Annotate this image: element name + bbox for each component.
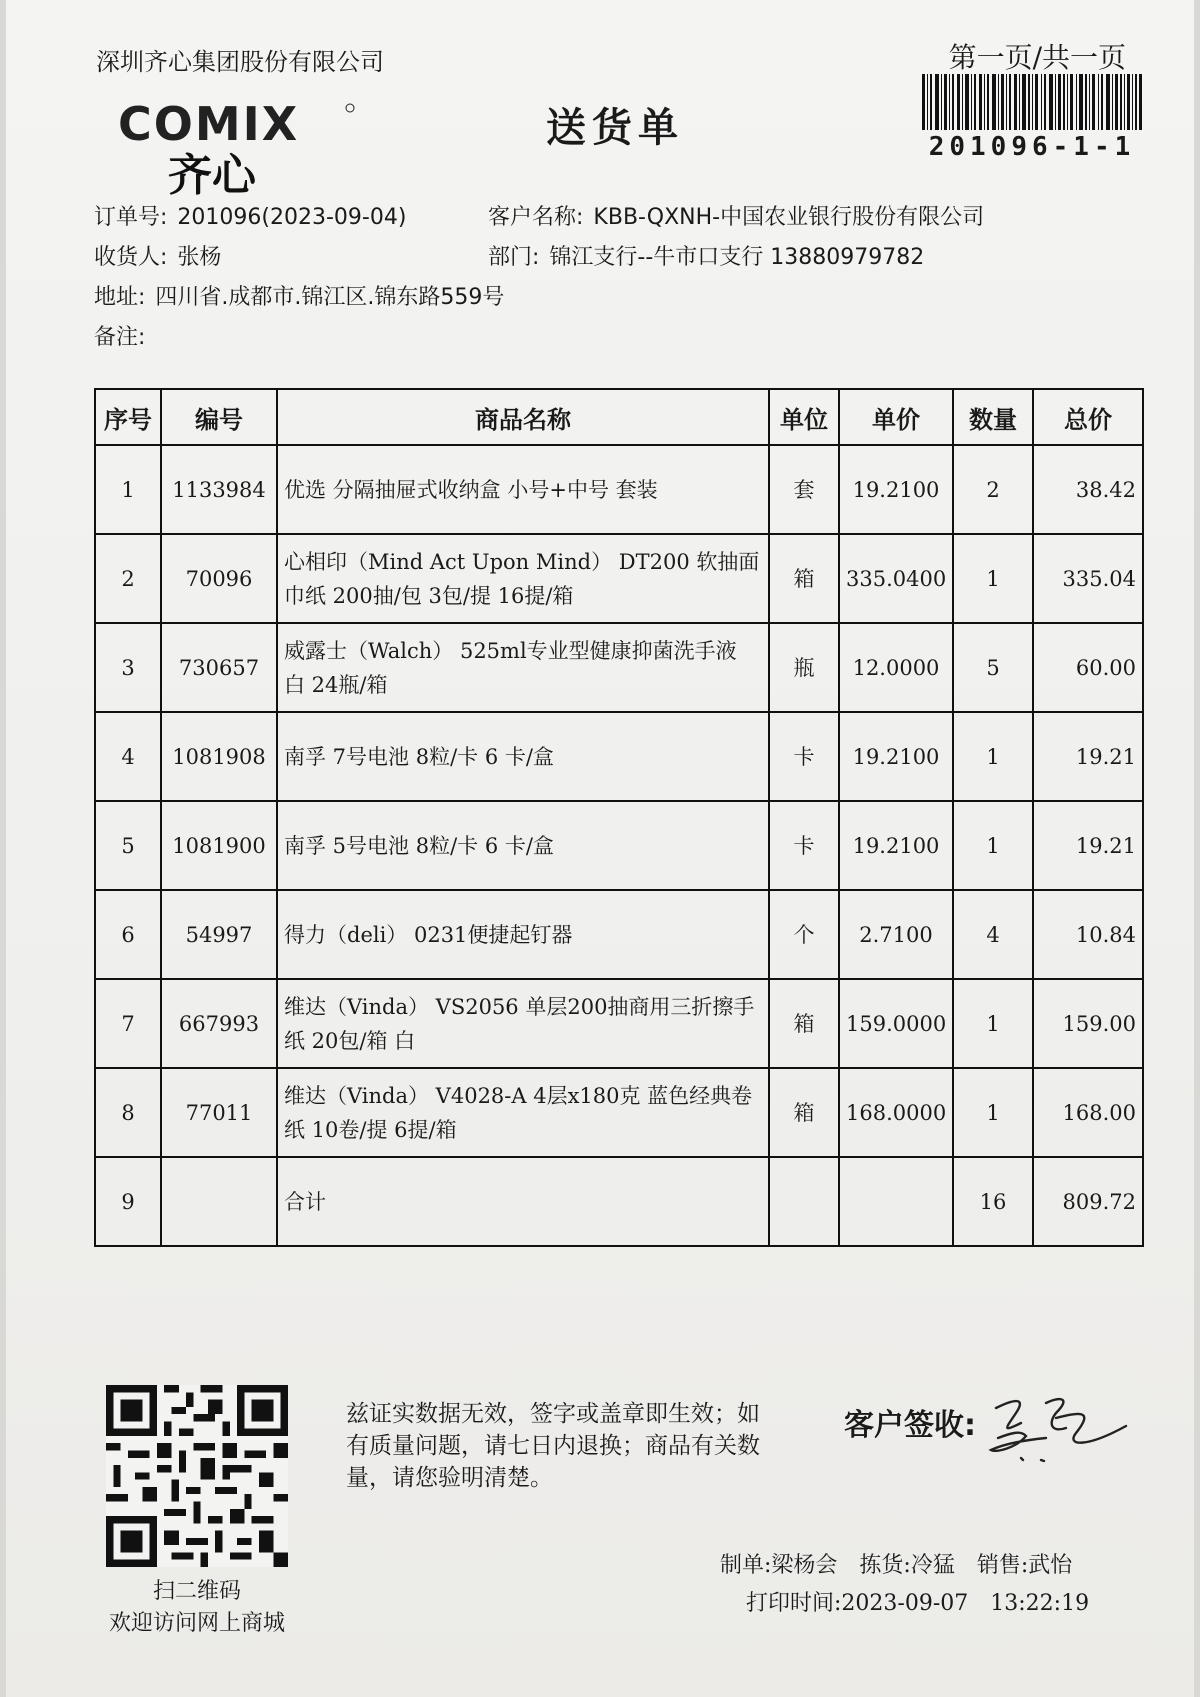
- cell-unit: 个: [769, 890, 839, 979]
- maker-name: 制单:梁杨会: [720, 1553, 838, 1578]
- cell-index: 9: [95, 1157, 161, 1246]
- comix-logo: [118, 98, 358, 198]
- cell-product: 维达（Vinda） V4028-A 4层x180克 蓝色经典卷纸 10卷/提 6提/箱: [277, 1068, 769, 1157]
- order-number-field: [94, 200, 406, 231]
- cell-total: 60.00: [1033, 623, 1143, 712]
- logo-chinese: 齐心: [168, 150, 256, 198]
- cell-index: 1: [95, 445, 161, 534]
- cell-price: 168.0000: [839, 1068, 953, 1157]
- qr-caption-line-1: 扫二维码: [152, 1579, 241, 1604]
- column-header-index: 序号: [95, 389, 161, 445]
- order-number-value: 201096(2023-09-04): [177, 205, 407, 230]
- customer-value: KBB-QXNH-中国农业银行股份有限公司: [593, 205, 985, 230]
- address-field: [94, 280, 504, 311]
- cell-index: 2: [95, 534, 161, 623]
- cell-code: 730657: [161, 623, 277, 712]
- column-header-price: 单价: [839, 389, 953, 445]
- cell-code: 1081908: [161, 712, 277, 801]
- column-header-total: 总价: [1033, 389, 1143, 445]
- cell-unit: [769, 1157, 839, 1246]
- cell-index: 3: [95, 623, 161, 712]
- table-row: [95, 801, 1143, 890]
- cell-code: [161, 1157, 277, 1246]
- sales-name: 销售:武怡: [976, 1553, 1073, 1578]
- column-header-unit: 单位: [769, 389, 839, 445]
- cell-unit: 箱: [769, 1068, 839, 1157]
- order-number-label: 订单号:: [94, 205, 168, 230]
- table-row: [95, 712, 1143, 801]
- address-label: 地址:: [94, 285, 146, 310]
- cell-product: 得力（deli） 0231便捷起钉器: [277, 890, 769, 979]
- cell-product: 优选 分隔抽屉式收纳盒 小号+中号 套装: [277, 445, 769, 534]
- handwritten-signature: [986, 1378, 1136, 1478]
- cell-qty: 16: [953, 1157, 1033, 1246]
- barcode-image: [922, 74, 1142, 130]
- print-time: 打印时间:2023-09-07 13:22:19: [746, 1591, 1090, 1616]
- cell-price: [839, 1157, 953, 1246]
- cell-product: 维达（Vinda） VS2056 单层200抽商用三折擦手纸 20包/箱 白: [277, 979, 769, 1068]
- cell-product: 南孚 7号电池 8粒/卡 6 卡/盒: [277, 712, 769, 801]
- cell-product: 南孚 5号电池 8粒/卡 6 卡/盒: [277, 801, 769, 890]
- cell-qty: 1: [953, 979, 1033, 1068]
- items-table: [94, 388, 1144, 1247]
- receiver-label: 收货人:: [94, 245, 168, 270]
- qr-caption: [86, 1576, 308, 1640]
- cell-total: 335.04: [1033, 534, 1143, 623]
- address-value: 四川省.成都市.锦江区.锦东路559号: [155, 285, 505, 310]
- table-row: [95, 534, 1143, 623]
- cell-unit: 瓶: [769, 623, 839, 712]
- table-row: [95, 623, 1143, 712]
- table-total-row: [95, 1157, 1143, 1246]
- department-field: [488, 240, 924, 271]
- cell-index: 6: [95, 890, 161, 979]
- cell-total: 159.00: [1033, 979, 1143, 1068]
- table-row: [95, 890, 1143, 979]
- table-row: [95, 445, 1143, 534]
- column-header-qty: 数量: [953, 389, 1033, 445]
- cell-total: 19.21: [1033, 712, 1143, 801]
- cell-price: 159.0000: [839, 979, 953, 1068]
- cell-price: 19.2100: [839, 712, 953, 801]
- company-name: 深圳齐心集团股份有限公司: [96, 48, 384, 76]
- cell-qty: 1: [953, 712, 1033, 801]
- cell-price: 12.0000: [839, 623, 953, 712]
- cell-unit: 箱: [769, 979, 839, 1068]
- staff-info: [720, 1548, 1094, 1579]
- receiver-field: [94, 240, 221, 271]
- cell-index: 8: [95, 1068, 161, 1157]
- column-header-code: 编号: [161, 389, 277, 445]
- cell-total: 168.00: [1033, 1068, 1143, 1157]
- page-number: 第一页/共一页: [948, 41, 1126, 74]
- cell-qty: 4: [953, 890, 1033, 979]
- cell-qty: 1: [953, 801, 1033, 890]
- cell-qty: 5: [953, 623, 1033, 712]
- customer-field: [488, 200, 984, 231]
- department-label: 部门:: [488, 245, 540, 270]
- cell-code: 1133984: [161, 445, 277, 534]
- cell-product: 合计: [277, 1157, 769, 1246]
- cell-total: 809.72: [1033, 1157, 1143, 1246]
- cell-code: 667993: [161, 979, 277, 1068]
- remark-label: 备注:: [94, 325, 146, 350]
- cell-unit: 套: [769, 445, 839, 534]
- cell-index: 5: [95, 801, 161, 890]
- logo-wordmark: COMIX: [118, 98, 300, 151]
- cell-total: 38.42: [1033, 445, 1143, 534]
- cell-price: 19.2100: [839, 801, 953, 890]
- cell-total: 19.21: [1033, 801, 1143, 890]
- cell-total: 10.84: [1033, 890, 1143, 979]
- qr-code-image: [106, 1385, 288, 1567]
- cell-unit: 卡: [769, 801, 839, 890]
- barcode-number: 201096-1-1: [928, 132, 1136, 162]
- cell-code: 77011: [161, 1068, 277, 1157]
- cell-code: 54997: [161, 890, 277, 979]
- cell-product: 威露士（Walch） 525ml专业型健康抑菌洗手液 白 24瓶/箱: [277, 623, 769, 712]
- cell-code: 1081900: [161, 801, 277, 890]
- cell-unit: 箱: [769, 534, 839, 623]
- cell-code: 70096: [161, 534, 277, 623]
- receiver-value: 张杨: [177, 245, 222, 270]
- cell-unit: 卡: [769, 712, 839, 801]
- table-row: [95, 1068, 1143, 1157]
- column-header-product: 商品名称: [277, 389, 769, 445]
- remark-field: [94, 320, 155, 351]
- cell-price: 19.2100: [839, 445, 953, 534]
- customer-label: 客户名称:: [488, 205, 584, 230]
- cell-product: 心相印（Mind Act Upon Mind） DT200 软抽面巾纸 200抽/包 3包/提 16提/箱: [277, 534, 769, 623]
- department-value: 锦江支行--牛市口支行 13880979782: [549, 245, 925, 270]
- delivery-note-paper: [6, 0, 1194, 1697]
- cell-qty: 1: [953, 534, 1033, 623]
- cell-price: 2.7100: [839, 890, 953, 979]
- picker-name: 拣货:冷猛: [859, 1553, 955, 1578]
- table-header-row: [95, 389, 1143, 445]
- cell-price: 335.0400: [839, 534, 953, 623]
- table-row: [95, 979, 1143, 1068]
- cell-index: 7: [95, 979, 161, 1068]
- cell-qty: 2: [953, 445, 1033, 534]
- customer-signature-label: 客户签收:: [844, 1408, 976, 1443]
- cell-index: 4: [95, 712, 161, 801]
- document-title: 送货单: [546, 104, 684, 151]
- cell-qty: 1: [953, 1068, 1033, 1157]
- qr-caption-line-2: 欢迎访问网上商城: [108, 1611, 285, 1636]
- notice-text: 兹证实数据无效，签字或盖章即生效；如有质量问题，请七日内退换；商品有关数量，请您验明清楚。: [346, 1401, 760, 1491]
